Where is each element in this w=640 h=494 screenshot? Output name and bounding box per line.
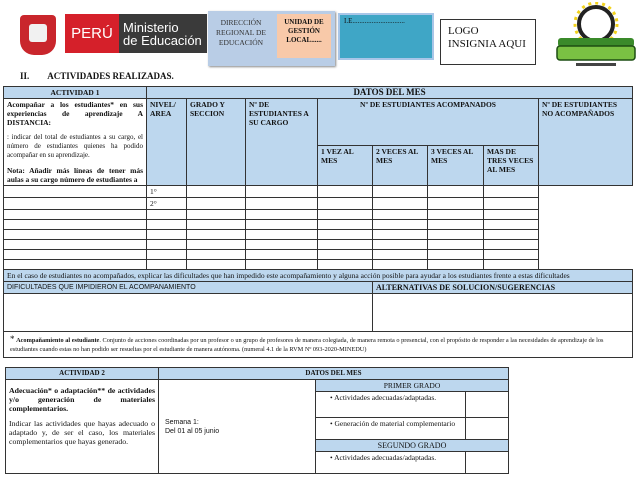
data-cell[interactable] — [484, 198, 539, 210]
act2-datos-header: DATOS DEL MES — [159, 368, 509, 380]
grado-cell[interactable]: 1° — [147, 186, 187, 198]
data-cell[interactable] — [246, 250, 318, 260]
data-cell[interactable] — [484, 230, 539, 240]
data-cell[interactable] — [318, 186, 373, 198]
actividad-1-description — [4, 99, 147, 186]
col-no-acompanados: Nº DE ESTUDIANTES NO ACOMPAÑADOS — [539, 99, 633, 186]
data-cell[interactable] — [187, 230, 246, 240]
dificultades-input[interactable] — [4, 294, 373, 332]
grado-cell[interactable] — [147, 250, 187, 260]
actividad-1-title: ACTIVIDAD 1 — [4, 87, 147, 99]
dificultades-header: DIFICULTADES QUE IMPIDIERON EL ACOMPANAMIENTO — [4, 282, 373, 294]
data-cell[interactable] — [318, 240, 373, 250]
data-cell[interactable] — [187, 198, 246, 210]
desc-bold: Acompañar a los estudiantes* en sus experiencias de aprendizaje A DISTANCIA: — [7, 100, 143, 127]
data-cell[interactable] — [318, 250, 373, 260]
explain-instruction: En el caso de estudiantes no acompañados, explicar las dificultades que han impedido este acompañamiento y alguna acción posible para ayudar a los estudiantes frente a estas dificultades — [4, 270, 633, 282]
data-cell[interactable] — [428, 210, 484, 220]
alternativas-input[interactable] — [373, 294, 633, 332]
logo-insignia-box: LOGO INSIGNIA AQUI — [440, 19, 536, 65]
col-nivel-area: NIVEL/ AREA — [147, 99, 187, 186]
data-cell[interactable] — [4, 230, 147, 240]
grado-cell[interactable]: 2° — [147, 198, 187, 210]
col-acompanados: Nº DE ESTUDIANTES ACOMPANADOS — [318, 99, 539, 146]
item3-label: Actividades adecuadas/adaptadas. — [334, 453, 437, 462]
jornada-escolar-completa-logo — [556, 2, 636, 70]
datos-del-mes-header: DATOS DEL MES — [147, 87, 633, 99]
col-1-vez: 1 VEZ AL MES — [318, 146, 373, 186]
data-cell[interactable] — [318, 210, 373, 220]
item-generacion: • Generación de material complementario — [316, 418, 466, 440]
data-cell[interactable] — [484, 260, 539, 270]
data-cell[interactable] — [484, 240, 539, 250]
col-mas-de-tres: MAS DE TRES VECES AL MES — [484, 146, 539, 186]
table-row — [4, 260, 633, 270]
data-cell[interactable] — [373, 240, 428, 250]
table-row — [4, 198, 633, 210]
data-cell[interactable] — [187, 250, 246, 260]
footnote-term: Acompañamiento al estudiante — [16, 337, 100, 344]
grado-cell[interactable] — [147, 260, 187, 270]
data-cell[interactable] — [373, 250, 428, 260]
data-cell[interactable] — [187, 186, 246, 198]
data-cell[interactable] — [4, 260, 147, 270]
item1-label: Actividades adecuadas/adaptadas. — [334, 393, 437, 402]
grado-cell[interactable] — [147, 230, 187, 240]
dre-label: DIRECCIÓN REGIONAL DE EDUCACIÓN — [216, 18, 266, 47]
segundo-grado-header: SEGUNDO GRADO — [316, 440, 509, 452]
data-cell[interactable] — [246, 198, 318, 210]
data-cell[interactable] — [187, 210, 246, 220]
table-row — [4, 250, 633, 260]
peru-logo: PERÚ — [65, 14, 119, 53]
data-cell[interactable] — [187, 260, 246, 270]
data-cell[interactable] — [246, 186, 318, 198]
minedu-line1: Ministerio — [123, 20, 179, 35]
data-cell[interactable] — [484, 186, 539, 198]
data-cell[interactable] — [4, 198, 147, 210]
data-cell[interactable] — [484, 220, 539, 230]
item-actividades-2: • Actividades adecuadas/adaptadas. — [316, 452, 466, 474]
ugel-label: UNIDAD DE GESTIÓN LOCAL...... — [277, 14, 331, 58]
data-cell[interactable] — [373, 230, 428, 240]
item2-label: Generación de material complementario — [334, 419, 456, 428]
minedu-logo — [119, 14, 207, 53]
footnote-star: * — [10, 334, 15, 344]
minedu-line2: de Educación — [123, 33, 202, 48]
data-cell[interactable] — [246, 240, 318, 250]
desc-text: : indicar del total de estudiantes a su cargo, el número de estudiantes quienes ha podido acompañar en su aprendizaje. — [7, 133, 143, 159]
section-title: ACTIVIDADES REALIZADAS. — [47, 71, 174, 81]
data-cell[interactable] — [4, 210, 147, 220]
data-cell[interactable] — [428, 260, 484, 270]
col-estudiantes-cargo: Nº DE ESTUDIANTES A SU CARGO — [246, 99, 318, 186]
data-cell[interactable] — [373, 260, 428, 270]
actividad-2-table — [5, 367, 509, 474]
data-cell[interactable] — [373, 198, 428, 210]
semana-label: Semana 1: — [165, 418, 199, 426]
grado-cell[interactable] — [147, 210, 187, 220]
data-cell[interactable] — [428, 240, 484, 250]
data-cell[interactable] — [428, 220, 484, 230]
col-3-veces: 3 VECES AL MES — [428, 146, 484, 186]
data-cell[interactable] — [428, 198, 484, 210]
item1-input[interactable] — [466, 392, 509, 418]
data-cell[interactable] — [318, 198, 373, 210]
actividad-2-title: ACTIVIDAD 2 — [6, 368, 159, 380]
peru-coat-of-arms-logo — [20, 15, 56, 55]
semana-range: Del 01 al 05 junio — [165, 427, 220, 435]
table-row — [4, 240, 633, 250]
data-cell[interactable] — [373, 210, 428, 220]
item2-input[interactable] — [466, 418, 509, 440]
data-cell[interactable] — [373, 186, 428, 198]
section-heading — [20, 71, 174, 81]
data-cell[interactable] — [318, 260, 373, 270]
data-cell[interactable] — [4, 250, 147, 260]
data-cell[interactable] — [4, 220, 147, 230]
act2-desc-text: Indicar las actividades que hayas adecuado o adaptado y, de ser el caso, los materiales complementarios que hayas generado. — [9, 419, 155, 446]
table-row — [4, 186, 633, 198]
col-2-veces: 2 VECES AL MES — [373, 146, 428, 186]
data-cell[interactable] — [246, 230, 318, 240]
act2-desc-bold: Adecuación* o adaptación** de actividades y/o generación de materiales complementarios. — [9, 386, 155, 413]
data-cell[interactable] — [318, 220, 373, 230]
grado-cell[interactable] — [147, 220, 187, 230]
data-cell[interactable] — [246, 260, 318, 270]
alternativas-header: ALTERNATIVAS DE SOLUCION/SUGERENCIAS — [373, 282, 633, 294]
data-cell[interactable] — [187, 240, 246, 250]
data-cell[interactable] — [246, 210, 318, 220]
section-number: II. — [20, 71, 30, 81]
col-grado-seccion: GRADO Y SECCION — [187, 99, 246, 186]
data-cell[interactable] — [318, 230, 373, 240]
data-cell[interactable] — [373, 220, 428, 230]
primer-grado-header: PRIMER GRADO — [316, 380, 509, 392]
data-cell[interactable] — [246, 220, 318, 230]
table-row — [4, 220, 633, 230]
semana-cell — [159, 380, 316, 474]
data-cell[interactable] — [187, 220, 246, 230]
footnote-text: . Conjunto de acciones coordinadas por un profesor o un grupo de profesores de manera colegiada, de manera remota o presencial, con el propósito de responder a las necesidades de aprendizaje de los estudiantes cuando estas no han podido ser resueltas por el estudiante de manera autónoma. (numeral 4.1 de la RVM Nº 093-2020-MINEDU) — [10, 337, 604, 353]
data-cell[interactable] — [428, 250, 484, 260]
footnote — [4, 332, 633, 358]
data-cell[interactable] — [484, 250, 539, 260]
item-actividades-1: • Actividades adecuadas/adaptadas. — [316, 392, 466, 418]
table-row — [4, 230, 633, 240]
data-cell[interactable] — [428, 230, 484, 240]
data-cell[interactable] — [428, 186, 484, 198]
data-cell[interactable] — [484, 210, 539, 220]
table-row — [4, 210, 633, 220]
actividad-2-description — [6, 380, 159, 474]
nota-text: Nota: Añadir más líneas de tener más aulas a su cargo número de estudiantes a — [7, 166, 143, 184]
ie-field: I.E.............................. — [338, 13, 434, 60]
data-cell[interactable] — [4, 186, 147, 198]
item3-input[interactable] — [466, 452, 509, 474]
actividad-1-table — [3, 86, 633, 358]
data-cell[interactable] — [4, 240, 147, 250]
grado-cell[interactable] — [147, 240, 187, 250]
